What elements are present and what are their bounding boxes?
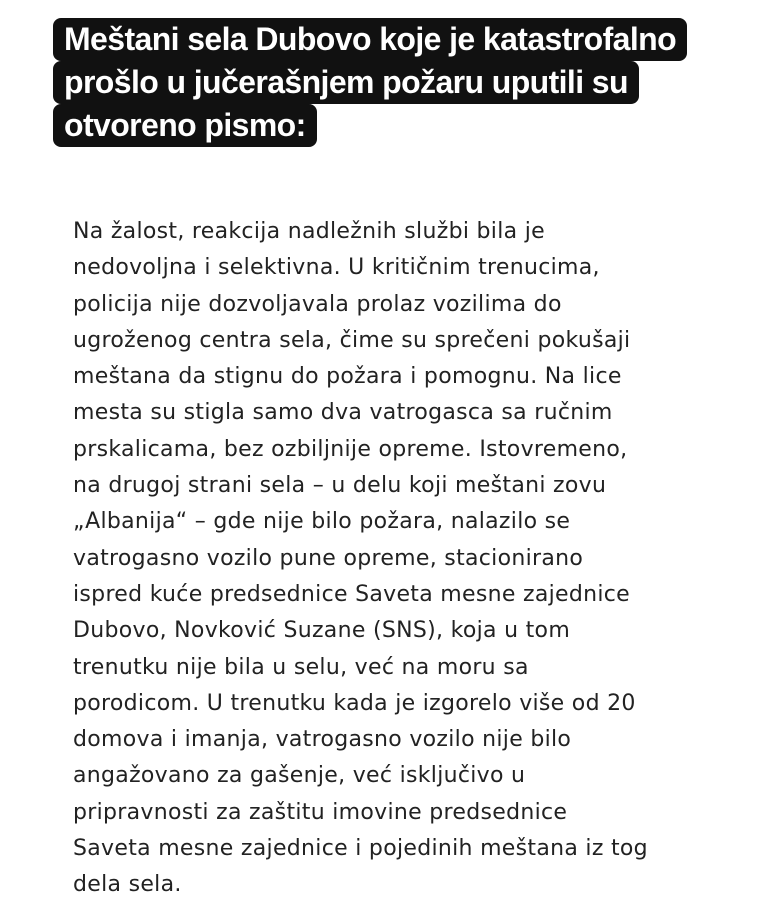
body-line: policija nije dozvoljavala prolaz vozilima do — [73, 291, 562, 317]
body-line: „Albanija“ – gde nije bilo požara, nalazilo se — [73, 509, 571, 535]
headline-line: otvoreno pismo: — [53, 104, 317, 147]
body-line: prskalicama, bez ozbiljnije opreme. Istovremeno, — [73, 436, 628, 462]
body-line: dela sela. — [73, 872, 182, 898]
headline-line: Meštani sela Dubovo koje je katastrofalno — [53, 18, 687, 61]
body-line: meštana da stignu do požara i pomognu. Na lice — [73, 364, 622, 390]
body-line: porodicom. U trenutku kada je izgorelo više od 20 — [73, 690, 636, 716]
body-line: Dubovo, Novković Suzane (SNS), koja u tom — [73, 618, 571, 644]
body-line: ugroženog centra sela, čime su sprečeni pokušaji — [73, 327, 631, 353]
body-line: pripravnosti za zaštitu imovine predsednice — [73, 799, 568, 825]
body-line: Saveta mesne zajednice i pojedinih meštana iz tog — [73, 836, 648, 862]
article-body — [73, 214, 763, 904]
body-line: na drugoj strani sela – u delu koji meštani zovu — [73, 473, 607, 499]
body-line: nedovoljna i selektivna. U kritičnim trenucima, — [73, 255, 600, 281]
body-line: mesta su stigla samo dva vatrogasca sa ručnim — [73, 400, 613, 426]
body-line: trenutku nije bila u selu, već na moru sa — [73, 654, 529, 680]
body-line: domova i imanja, vatrogasno vozilo nije bilo — [73, 727, 572, 753]
body-line: vatrogasno vozilo pune opreme, stacionirano — [73, 545, 584, 571]
headline — [53, 18, 753, 147]
headline-line: prošlo u jučerašnjem požaru uputili su — [53, 61, 639, 104]
body-line: Na žalost, reakcija nadležnih službi bila je — [73, 219, 545, 244]
body-line: ispred kuće predsednice Saveta mesne zajednice — [73, 581, 631, 607]
body-line: angažovano za gašenje, već isključivo u — [73, 763, 526, 789]
